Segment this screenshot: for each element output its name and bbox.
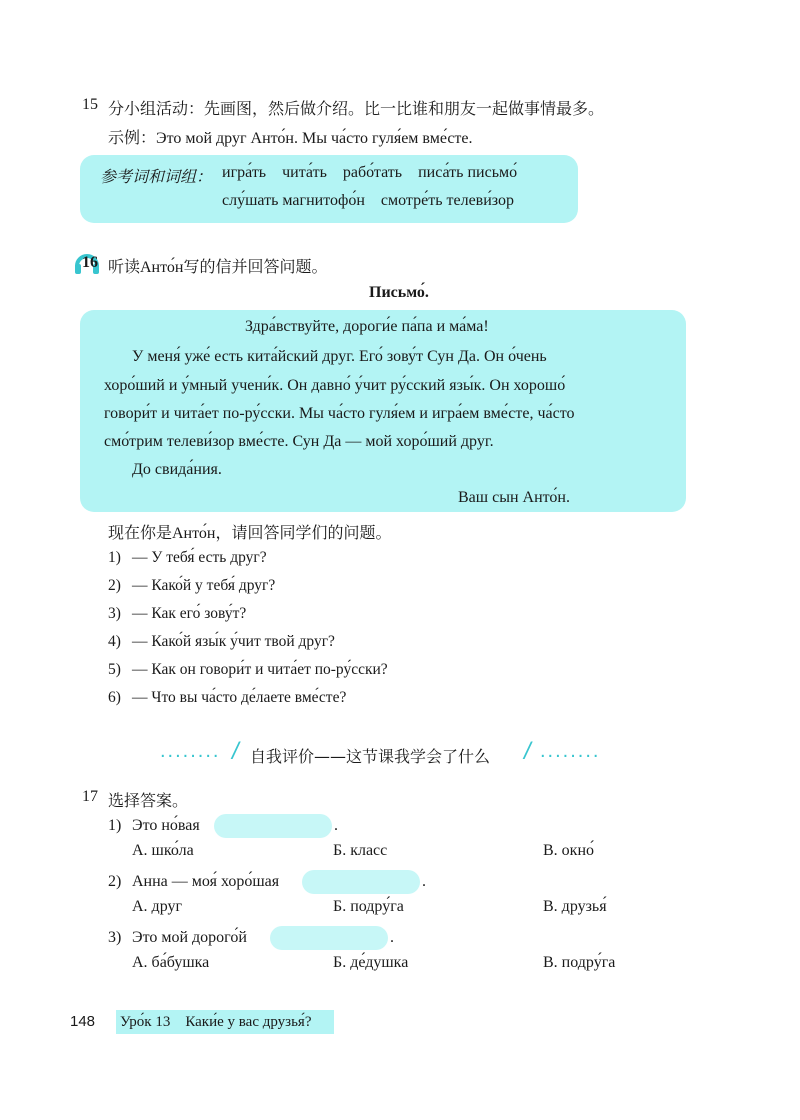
lesson-title-badge: Уро́к 13 Каки́е у вас друзья́? xyxy=(116,1010,334,1034)
slash-right-icon: / xyxy=(524,738,531,765)
option-c[interactable]: В. окно́ xyxy=(543,842,595,859)
question-number: 4) xyxy=(108,633,121,650)
reference-words-box xyxy=(80,155,578,223)
ex17-item-end: . xyxy=(390,929,394,946)
question-text: — Как его́ зову́т? xyxy=(132,605,247,622)
option-b[interactable]: Б. де́душка xyxy=(333,954,409,971)
dots-left: ........ xyxy=(160,740,221,762)
question-number: 6) xyxy=(108,689,121,706)
question-text: — Како́й язы́к у́чит твой друг? xyxy=(132,633,335,650)
letter-line-4: смо́трим телеви́зор вме́сте. Сун Да — мой хоро́ший друг. xyxy=(104,433,494,450)
answer-blank[interactable] xyxy=(270,926,388,950)
ex17-item-end: . xyxy=(334,817,338,834)
ex16-prompt: 现在你是Анто́н，请回答同学们的问题。 xyxy=(108,525,392,542)
question-item xyxy=(108,689,346,707)
question-item xyxy=(108,549,267,567)
page-number: 148 xyxy=(70,1013,96,1030)
letter-line-2: хоро́ший и у́мный учени́к. Он давно́ у́чит ру́сский язы́к. Он хорошо́ xyxy=(104,377,566,394)
question-text: — Како́й у тебя́ друг? xyxy=(132,577,276,594)
question-text: — Как он говори́т и чита́ет по-ру́сски? xyxy=(132,661,388,678)
self-evaluation-title: 自我评价——这节课我学会了什么 xyxy=(250,747,491,766)
question-text: — Что вы ча́сто де́лаете вме́сте? xyxy=(132,689,347,706)
letter-greeting: Здра́вствуйте, дороги́е па́па и ма́ма! xyxy=(245,318,489,335)
ex15-instruction: 分小组活动：先画图，然后做介绍。比一比谁和朋友一起做事情最多。 xyxy=(108,101,605,118)
question-number: 3) xyxy=(108,605,121,622)
ex16-instruction: 听读Анто́н写的信并回答问题。 xyxy=(108,259,328,276)
question-number: 1) xyxy=(108,549,121,566)
ex17-item-number: 1) xyxy=(108,817,122,834)
answer-blank[interactable] xyxy=(302,870,420,894)
option-b[interactable]: Б. подру́га xyxy=(333,898,404,915)
letter-title: Письмо́. xyxy=(369,284,429,301)
question-number: 2) xyxy=(108,577,121,594)
letter-line-3: говори́т и чита́ет по-ру́сски. Мы ча́сто гуля́ем и игра́ем вме́сте, ча́сто xyxy=(104,405,575,422)
ex16-number: 16 xyxy=(82,254,98,271)
option-a[interactable]: А. друг xyxy=(132,898,183,915)
question-item xyxy=(108,605,246,623)
reference-line-1: игра́ть чита́ть рабо́тать писа́ть письмо́ xyxy=(222,164,518,181)
self-evaluation-header xyxy=(0,740,800,770)
option-c[interactable]: В. друзья́ xyxy=(543,898,607,915)
option-a[interactable]: А. ба́бушка xyxy=(132,954,210,971)
dots-right: ........ xyxy=(540,740,601,762)
ex17-instruction: 选择答案。 xyxy=(108,793,189,810)
letter-signature: Ваш сын Анто́н. xyxy=(458,489,570,506)
reference-label: 参考词和词组： xyxy=(100,169,213,186)
letter-box xyxy=(80,310,686,512)
ex17-item-stem: Это мой дорого́й xyxy=(132,929,247,946)
slash-left-icon: / xyxy=(232,738,239,765)
option-b[interactable]: Б. класс xyxy=(333,842,388,859)
answer-blank[interactable] xyxy=(214,814,332,838)
ex15-number: 15 xyxy=(82,96,98,113)
ex17-number: 17 xyxy=(82,788,98,805)
question-item xyxy=(108,633,335,651)
question-item xyxy=(108,661,388,679)
ex15-example: 示例：Это мой друг Анто́н. Мы ча́сто гуля́ем вме́сте. xyxy=(108,130,473,147)
reference-line-2: слу́шать магнитофо́н смотре́ть телеви́зор xyxy=(222,192,515,209)
letter-line-1: У меня́ уже́ есть кита́йский друг. Его́ зову́т Сун Да. Он о́чень xyxy=(132,348,547,365)
ex17-item-end: . xyxy=(422,873,426,890)
question-item xyxy=(108,577,275,595)
option-c[interactable]: В. подру́га xyxy=(543,954,616,971)
option-a[interactable]: А. шко́ла xyxy=(132,842,194,859)
ex17-item-number: 2) xyxy=(108,873,122,890)
letter-closing: До свида́ния. xyxy=(132,461,222,478)
ex17-item-stem: Анна — моя́ хоро́шая xyxy=(132,873,280,890)
question-number: 5) xyxy=(108,661,121,678)
question-text: — У тебя́ есть друг? xyxy=(132,549,267,566)
ex17-item-number: 3) xyxy=(108,929,122,946)
ex17-item-stem: Это но́вая xyxy=(132,817,200,834)
